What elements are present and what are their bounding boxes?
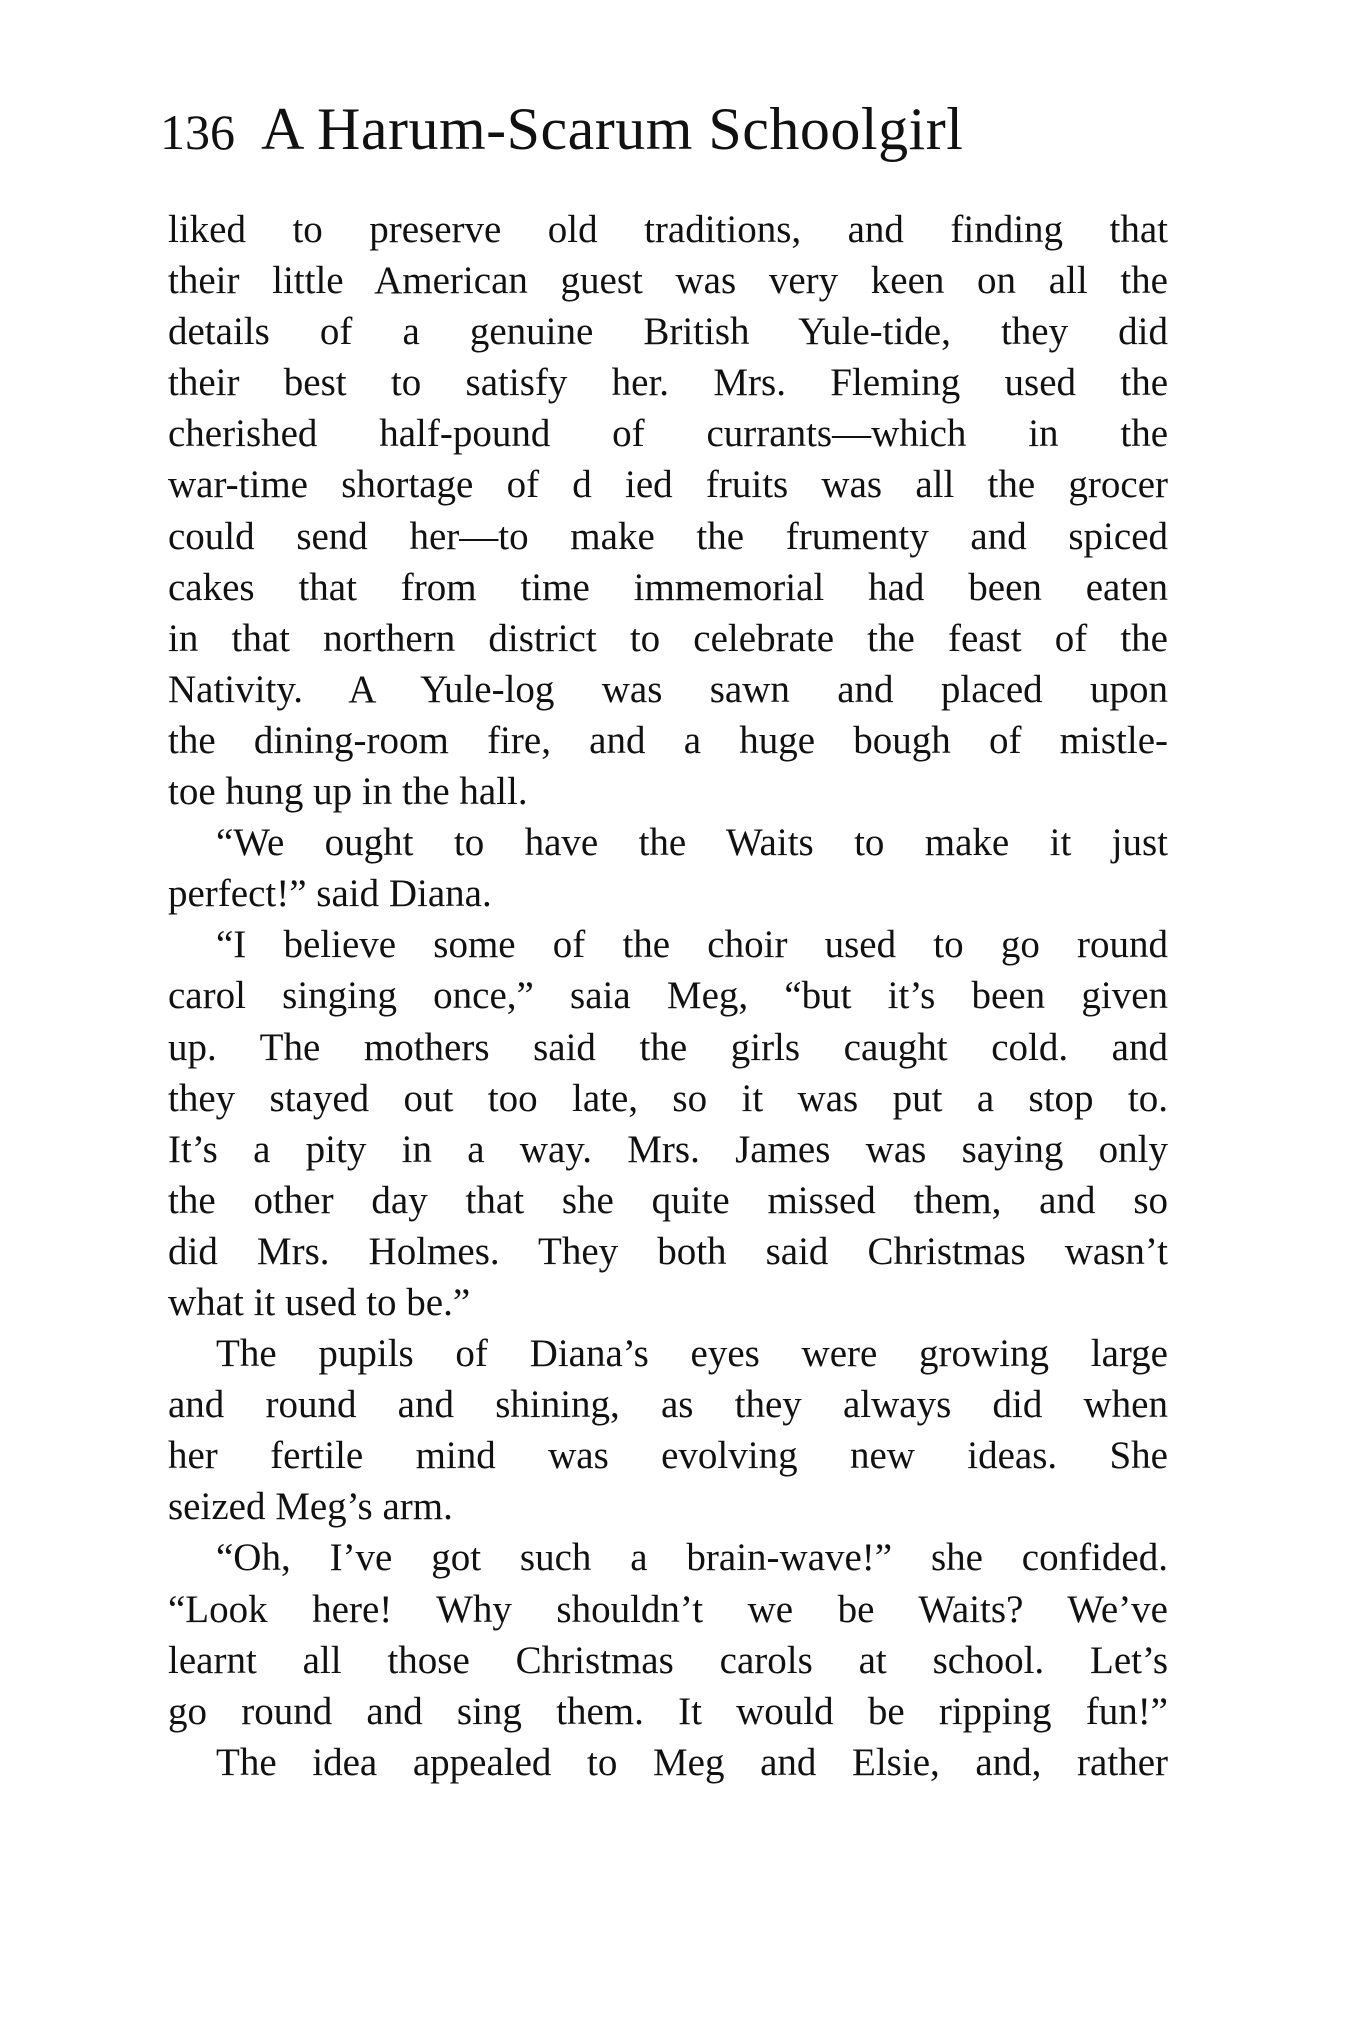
text-line: what it used to be.”	[168, 1280, 471, 1324]
text-line: Nativity. A Yule-log was sawn and placed upon	[168, 667, 1168, 711]
text-line: the other day that she quite missed them, and so	[168, 1178, 1168, 1222]
text-line: carol singing once,” saia Meg, “but it’s been given	[168, 974, 1168, 1018]
text-line: “I believe some of the choir used to go round	[216, 923, 1168, 967]
text-line: learnt all those Christmas carols at school. Let’s	[168, 1638, 1168, 1682]
page-header	[160, 95, 963, 175]
text-line: war-time shortage of d ied fruits was all the grocer	[168, 463, 1168, 507]
text-line: details of a genuine British Yule-tide, they did	[168, 310, 1168, 354]
text-line: her fertile mind was evolving new ideas. She	[168, 1434, 1168, 1478]
text-line: and round and shining, as they always did when	[168, 1383, 1168, 1427]
text-line: could send her—to make the frumenty and spiced	[168, 514, 1168, 558]
text-line: the dining-room fire, and a huge bough of mistle-	[168, 718, 1168, 762]
text-line: It’s a pity in a way. Mrs. James was saying only	[168, 1127, 1168, 1171]
text-line: cakes that from time immemorial had been eaten	[168, 565, 1168, 609]
text-line: toe hung up in the hall.	[168, 770, 528, 814]
text-line: they stayed out too late, so it was put a stop to.	[168, 1076, 1168, 1120]
text-line: up. The mothers said the girls caught cold. and	[168, 1025, 1168, 1069]
page-number: 136	[160, 104, 235, 160]
text-line: seized Meg’s arm.	[168, 1485, 453, 1529]
running-title: A Harum-Scarum Schoolgirl	[261, 96, 964, 162]
text-line: their best to satisfy her. Mrs. Fleming used the	[168, 361, 1168, 405]
text-line: did Mrs. Holmes. They both said Christmas wasn’t	[168, 1229, 1168, 1273]
text-line: “Oh, I’ve got such a brain-wave!” she confided.	[216, 1536, 1168, 1580]
text-line: liked to preserve old traditions, and finding that	[168, 208, 1168, 251]
text-line: The idea appealed to Meg and Elsie, and, rather	[216, 1740, 1168, 1784]
text-line: perfect!” said Diana.	[168, 872, 492, 916]
text-line: The pupils of Diana’s eyes were growing large	[216, 1332, 1168, 1376]
text-line: go round and sing them. It would be ripping fun!”	[168, 1689, 1168, 1733]
text-line: in that northern district to celebrate the feast of the	[168, 616, 1168, 660]
text-line: their little American guest was very keen on all the	[168, 259, 1168, 303]
body-text	[168, 204, 1168, 1788]
text-line: cherished half-pound of currants—which in the	[168, 412, 1168, 456]
text-line: “Look here! Why shouldn’t we be Waits? We’ve	[168, 1587, 1168, 1631]
text-line: “We ought to have the Waits to make it just	[216, 821, 1168, 865]
